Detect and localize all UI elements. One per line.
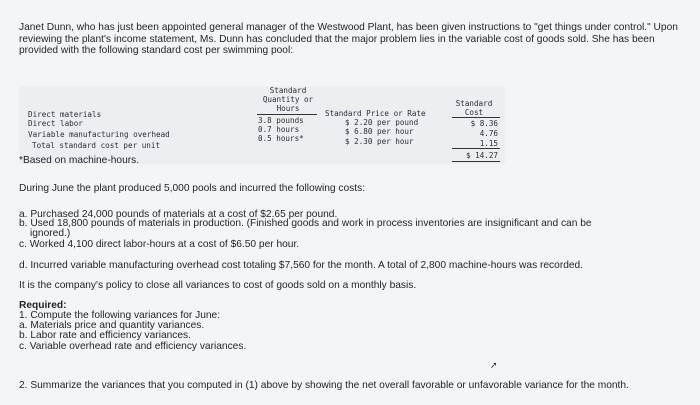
required-item-1b: b. Labor rate and efficiency variances. — [19, 330, 191, 341]
header-qty-line-3: Hours — [276, 104, 300, 113]
header-qty-line-2: Quantity or — [262, 95, 314, 104]
total-rule-top — [452, 148, 500, 149]
row-qty-variable-overhead: 0.5 hours* — [258, 134, 304, 143]
cost-item-b: b. Used 18,800 pounds of materials in production. (Finished goods and work in process inventories are insignificant and can be — [19, 218, 592, 229]
mouse-cursor-icon: ➚ — [490, 360, 498, 370]
row-price-variable-overhead: $ 2.30 per hour — [345, 137, 414, 146]
row-cost-direct-materials: $ 8.36 — [470, 119, 498, 128]
total-rule-bottom — [452, 161, 500, 162]
row-price-direct-materials: $ 2.20 per pound — [345, 118, 419, 127]
cost-item-d: d. Incurred variable manufacturing overhead cost totaling $7,560 for the month. A total of 2,800 machine-hours was recorded. — [19, 260, 584, 271]
intro-paragraph: Janet Dunn, who has just been appointed general manager of the Westwood Plant, has been given instructions to "get things under control." Upon reviewing the plant's income statement, Ms. Dunn has concluded that the major problem lies in the variable cost of goods sold. She has been provided with the following standard cost per swimming pool: — [19, 22, 678, 57]
header-cost-underline — [452, 117, 500, 118]
total-cost: $ 14.27 — [465, 151, 498, 160]
required-item-1c: c. Variable overhead rate and efficiency variances. — [19, 341, 247, 352]
required-item-2: 2. Summarize the variances that you computed in (1) above by showing the net overall favorable or unfavorable variance for the month. — [19, 380, 629, 391]
row-qty-direct-materials: 3.8 pounds — [258, 116, 304, 125]
header-price: Standard Price or Rate — [325, 109, 426, 118]
total-label: Total standard cost per unit — [32, 141, 161, 150]
cost-item-b-continued: ignored.) — [30, 228, 71, 239]
required-heading: Required: — [19, 300, 67, 311]
cost-item-c: c. Worked 4,100 direct labor-hours at a cost of $6.50 per hour. — [19, 239, 300, 250]
required-item-1: 1. Compute the following variances for June: — [19, 310, 221, 321]
header-qty-underline — [257, 114, 317, 115]
row-cost-direct-labor: 4.76 — [479, 129, 498, 138]
row-cost-variable-overhead: 1.15 — [479, 139, 498, 148]
header-qty-line-1: Standard — [269, 86, 307, 95]
june-intro: During June the plant produced 5,000 pools and incurred the following costs: — [19, 183, 366, 194]
cost-item-a: a. Purchased 24,000 pounds of materials at a cost of $2.65 per pound. — [19, 209, 338, 220]
row-qty-direct-labor: 0.7 hours — [258, 125, 300, 134]
policy-statement: It is the company's policy to close all variances to cost of goods sold on a monthly basis. — [19, 280, 417, 291]
row-price-direct-labor: $ 6.80 per hour — [345, 127, 414, 136]
header-cost-line-1: Standard — [455, 99, 493, 108]
row-label-direct-materials: Direct materials — [28, 110, 102, 119]
row-label-direct-labor: Direct labor — [28, 119, 83, 128]
row-label-variable-overhead: Variable manufacturing overhead — [28, 130, 170, 139]
required-item-1a: a. Materials price and quantity variances. — [19, 320, 205, 331]
header-cost-line-2: Cost — [464, 108, 484, 117]
footnote: *Based on machine-hours. — [19, 155, 140, 166]
